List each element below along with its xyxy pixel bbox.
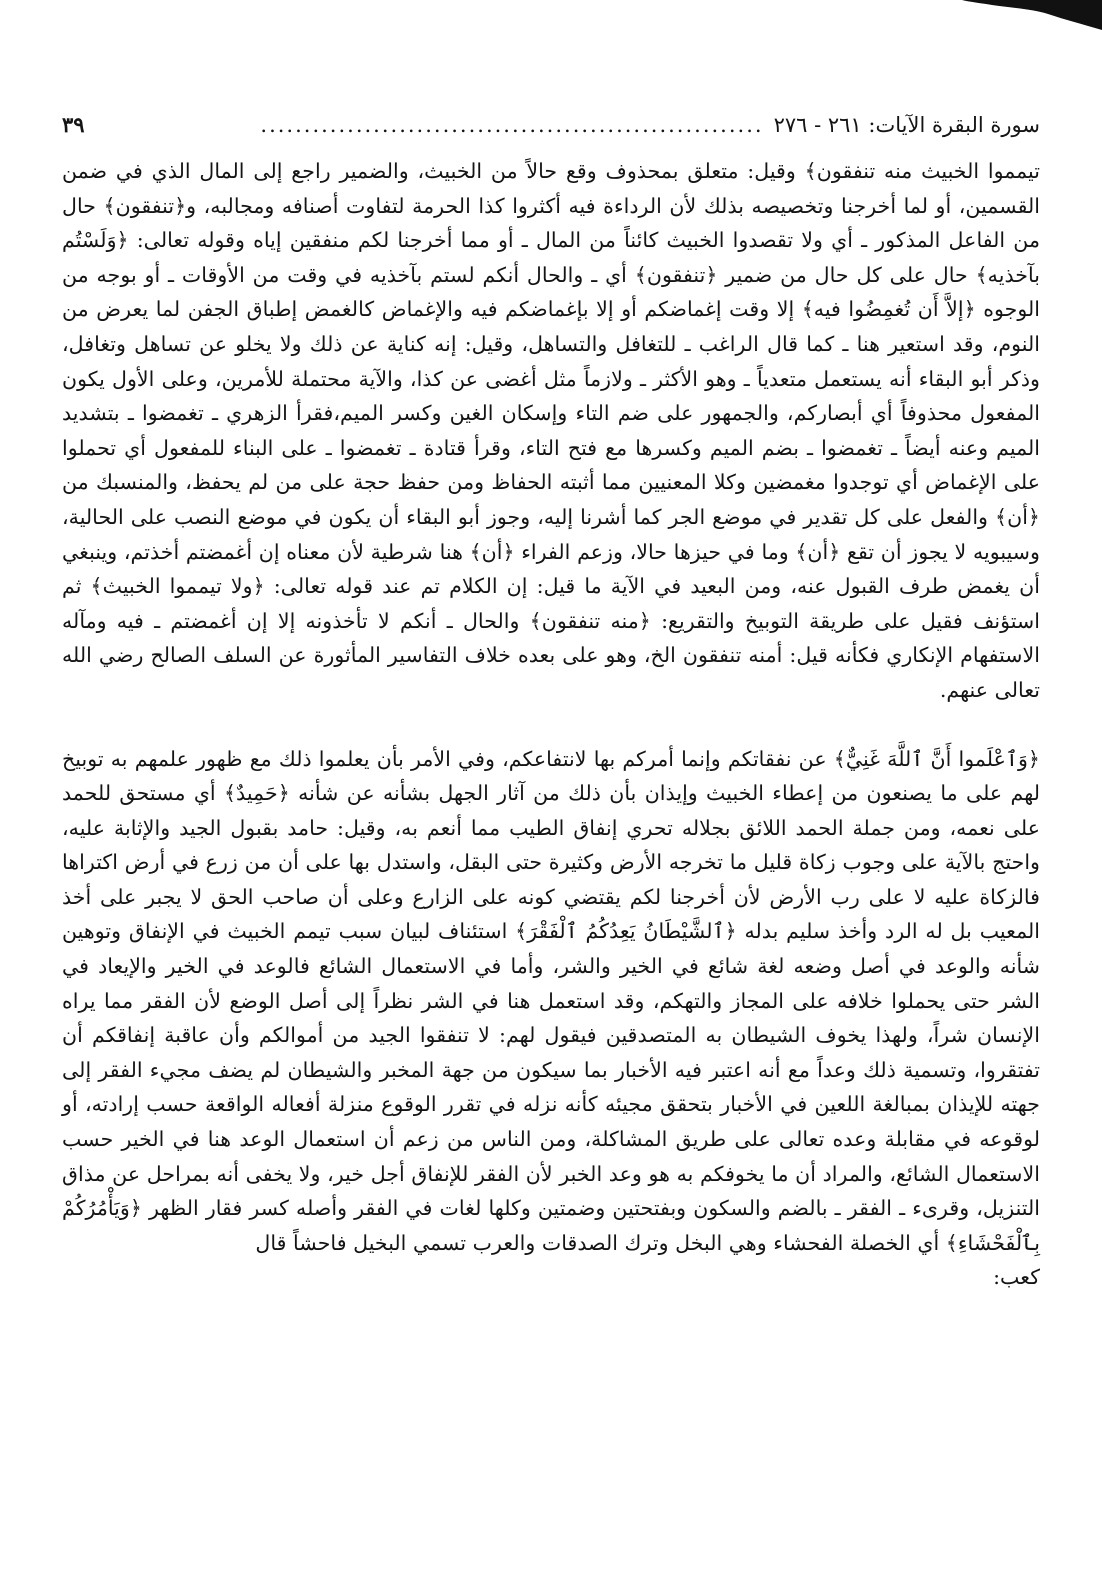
scan-edge-mark — [962, 0, 1102, 36]
page-number: ٣٩ — [62, 112, 85, 137]
header-dot-leader: .......................................................... — [260, 113, 764, 137]
paragraph-commentary-2: ﴿وَٱعْلَموا أَنَّ ٱللَّهَ غَنِيٌّ﴾ عن نفقاتكم وإنما أمركم بها لانتفاعكم، وفي الأمر بأن يعلموا ذلك مع ظهور علمهم به توبيخ لهم على ما يصنعون من إعطاء الخبيث وإيذان بأن ذلك من آثار الجهل بشأنه عن شأنه ﴿حَمِيدٌ﴾ أي مستحق للحمد على نعمه، ومن جملة الحمد اللائق بجلاله تحري إنفاق الطيب مما أنعم به، وقيل: حامد بقبول الجيد والإثابة عليه، واحتج بالآية على وجوب زكاة قليل ما تخرجه الأرض وكثيرة حتى البقل، واستدل بها على أن من زرع في أرض اكتراها فالزكاة عليه لا على رب الأرض لأن أخرجنا لكم يقتضي كونه على الزارع وعلى أن صاحب الحق لا يجبر على أخذ المعيب بل له الرد وأخذ سليم بدله ﴿ٱلشَّيْطَانُ يَعِدُكُمُ ٱلْفَقْرَ﴾ استئناف لبيان سبب تيمم الخبيث في الإنفاق وتوهين شأنه والوعد في أصل وضعه لغة شائع في الخير والشر، وأما في الاستعمال الشائع فالوعد في الخير والإيعاد في الشر حتى يحملوا خلافه على المجاز والتهكم، وقد استعمل هنا في الشر نظراً إلى أصل الوضع لأن الفقر مما يراه الإنسان شراً، ولهذا يخوف الشيطان به المتصدقين فيقول لهم: لا تنفقوا الجيد من أموالكم وأن عاقبة إنفاقكم أن تفتقروا، وتسمية ذلك وعداً مع أنه اعتبر فيه الأخبار بما سيكون من جهة المخبر والشيطان لم يضف مجيء الفقر إلى جهته للإيذان بمبالغة اللعين في الأخبار بتحقق مجيئه كأنه نزله في تقرر الوقوع منزلة أفعاله الواقعة حسب إرادته، أو لوقوعه في مقابلة وعده تعالى على طريق المشاكلة، ومن الناس من زعم أن استعمال الوعد هنا في الخير حسب الاستعمال الشائع، والمراد أن ما يخوفكم به هو وعد الخبر لأن الفقر للإنفاق أجل خير، ولا يخفى أنه بمراحل عن مذاق التنزيل، وقرىء ـ الفقر ـ بالضم والسكون وبفتحتين وضمتين وكلها لغات في الفقر وأصله كسر فقار الظهر ﴿وَيَأْمُرُكُمْ بِٱلْفَحْشَاءِ﴾ أي الخصلة الفحشاء وهي البخل وترك الصدقات والعرب تسمي البخيل فاحشاً قال — [62, 746, 1040, 1255]
running-head — [62, 110, 1040, 150]
closing-line: كعب: — [993, 1265, 1040, 1290]
paragraph-commentary-1: تيمموا الخبيث منه تنفقون﴾ وقيل: متعلق بمحذوف وقع حالاً من الخبيث، والضمير راجع إلى المال الذي في ضمن القسمين، أو لما أخرجنا وتخصيصه بذلك لأن الرداءة فيه أكثروا كذا الحرمة لتفاوت أصنافه ومجالبه، و﴿تنفقون﴾ حال من الفاعل المذكور ـ أي ولا تقصدوا الخبيث كائناً من المال ـ أو مما أخرجنا لكم منفقين إياه وقوله تعالى: ﴿وَلَسْتُم بآخذيه﴾ حال على كل حال من ضمير ﴿تنفقون﴾ أي ـ والحال أنكم لستم بآخذيه في وقت من الأوقات ـ أو بوجه من الوجوه ﴿إلاَّ أَن تُغمِضُوا فيه﴾ إلا وقت إغماضكم أو إلا بإغماضكم فيه والإغماض كالغمض إطباق الجفن لما يعرض من النوم، وقد استعير هنا ـ كما قال الراغب ـ للتغافل والتساهل، وقيل: إنه كناية عن ذلك ولا يخلو عن تساهل وتغافل، وذكر أبو البقاء أنه يستعمل متعدياً ـ وهو الأكثر ـ ولازماً مثل أغضى عن كذا، والآية محتملة للأمرين، وعلى الأول يكون المفعول محذوفاً أي أبصاركم، والجمهور على ضم التاء وإسكان الغين وكسر الميم،فقرأ الزهري ـ تغمضوا ـ بتشديد الميم وعنه أيضاً ـ تغمضوا ـ بضم الميم وكسرها مع فتح التاء، وقرأ قتادة ـ تغمضوا ـ على البناء للمفعول أي تحملوا على الإغماض أي توجدوا مغمضين وكلا المعنيين مما أثبته الحفاظ ومن حفظ حجة على من لم يحفظ، والمنسبك من ﴿أن﴾ والفعل على كل تقدير في موضع الجر كما أشرنا إليه، وجوز أبو البقاء أن يكون في موضع النصب على الحالية، وسيبويه لا يجوز أن تقع ﴿أن﴾ وما في حيزها حالا، وزعم الفراء ﴿أن﴾ هنا شرطية لأن معناه إن أغمضتم أخذتم، وينبغي أن يغمض طرف القبول عنه، ومن البعيد في الآية ما قيل: إن الكلام تم عند قوله تعالى: ﴿ولا تيمموا الخبيث﴾ ثم استؤنف فقيل على طريقة التوبيخ والتقريع: ﴿منه تنفقون﴾ والحال ـ أنكم لا تأخذونه إلا إن أغمضتم ـ فيه ومآله الاستفهام الإنكاري فكأنه قيل: أمنه تنفقون الخ، وهو على بعده خلاف التفاسير المأثورة عن السلف الصالح رضي الله تعالى عنهم. — [62, 159, 1040, 702]
book-page — [62, 110, 1040, 1295]
surah-header-title: سورة البقرة الآيات: ٢٦١ - ٢٧٦ — [773, 113, 1040, 137]
